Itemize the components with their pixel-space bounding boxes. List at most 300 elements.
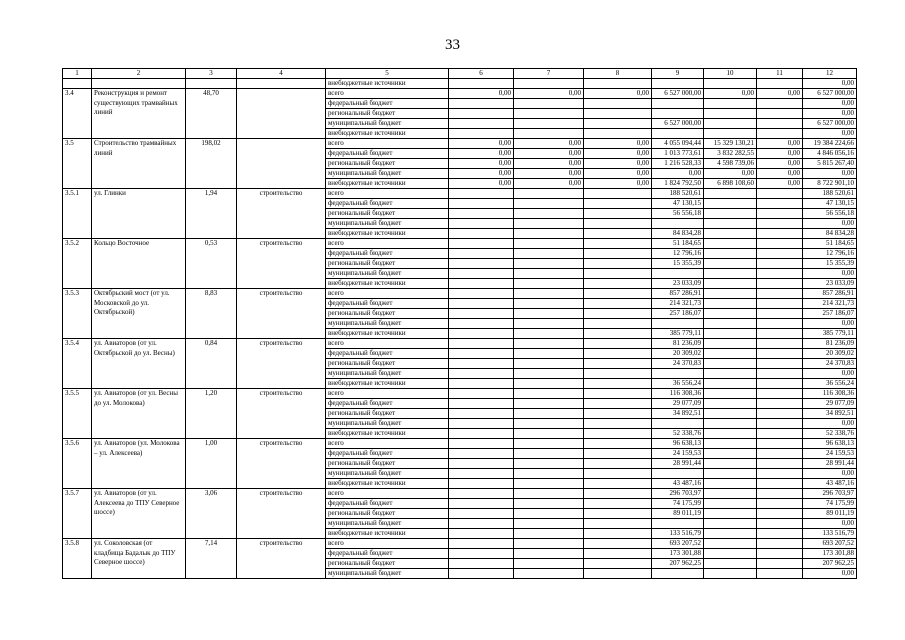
total-cell: 47 130,15 [803, 199, 857, 209]
value-c10 [704, 319, 757, 329]
value-c10 [704, 429, 757, 439]
funding-source: региональный бюджет [326, 209, 449, 219]
value-c7 [514, 389, 584, 399]
value-c7 [514, 469, 584, 479]
value-c8 [584, 289, 652, 299]
value-c6 [449, 239, 514, 249]
value-c7: 0,00 [514, 139, 584, 149]
value-c10 [704, 449, 757, 459]
column-header-2: 2 [92, 69, 186, 79]
value-c10 [704, 109, 757, 119]
value-c8 [584, 529, 652, 539]
funding-source: муниципальный бюджет [326, 269, 449, 279]
value-c9: 29 077,09 [652, 399, 704, 409]
funding-source: федеральный бюджет [326, 549, 449, 559]
value-c8 [584, 209, 652, 219]
value-c9: 43 487,16 [652, 479, 704, 489]
value-c6 [449, 299, 514, 309]
value-c11: 0,00 [757, 169, 803, 179]
column-header-6: 6 [449, 69, 514, 79]
total-cell: 0,00 [803, 269, 857, 279]
value-c9 [652, 99, 704, 109]
value-c8 [584, 299, 652, 309]
value-c10 [704, 249, 757, 259]
value-c7: 0,00 [514, 149, 584, 159]
value-c6 [449, 269, 514, 279]
value-c7 [514, 119, 584, 129]
value-c7 [514, 109, 584, 119]
value-c10: 4 598 739,06 [704, 159, 757, 169]
value-c11 [757, 459, 803, 469]
value-c10 [704, 549, 757, 559]
total-cell: 23 033,09 [803, 279, 857, 289]
column-header-4: 4 [237, 69, 326, 79]
value-c8 [584, 489, 652, 499]
value-c6 [449, 419, 514, 429]
value-c10 [704, 569, 757, 579]
value-c6 [449, 209, 514, 219]
value-c11 [757, 109, 803, 119]
value-c8: 0,00 [584, 139, 652, 149]
value-c10 [704, 229, 757, 239]
value-c9 [652, 109, 704, 119]
value-c6 [449, 459, 514, 469]
funding-source: региональный бюджет [326, 159, 449, 169]
value-c6 [449, 369, 514, 379]
total-cell: 19 384 224,66 [803, 139, 857, 149]
value-c11 [757, 309, 803, 319]
value-c11 [757, 99, 803, 109]
item-name: ул. Соколовская (от кладбища Бадалык до ТПУ Северное шоссе) [92, 539, 186, 579]
value-c9 [652, 219, 704, 229]
value-c7 [514, 549, 584, 559]
value-c10: 3 832 282,55 [704, 149, 757, 159]
table-row [63, 89, 857, 99]
funding-source: всего [326, 339, 449, 349]
value-c10 [704, 329, 757, 339]
value-c11 [757, 319, 803, 329]
value-c8 [584, 499, 652, 509]
table-row [63, 339, 857, 349]
value-c11 [757, 409, 803, 419]
value-c6: 0,00 [449, 89, 514, 99]
total-cell: 24 159,53 [803, 449, 857, 459]
item-number: 3.5.1 [63, 189, 92, 239]
item-length: 0,84 [186, 339, 237, 389]
funding-source: федеральный бюджет [326, 349, 449, 359]
value-c9: 12 796,16 [652, 249, 704, 259]
total-cell: 296 703,97 [803, 489, 857, 499]
value-c8 [584, 269, 652, 279]
value-c10 [704, 259, 757, 269]
funding-source: федеральный бюджет [326, 249, 449, 259]
total-cell: 257 186,07 [803, 309, 857, 319]
item-length: 48,70 [186, 89, 237, 139]
total-cell: 6 527 000,00 [803, 89, 857, 99]
value-c6 [449, 359, 514, 369]
funding-source: внебюджетные источники [326, 129, 449, 139]
value-c7 [514, 349, 584, 359]
value-c9: 52 338,76 [652, 429, 704, 439]
value-c6 [449, 119, 514, 129]
value-c9 [652, 519, 704, 529]
value-c11 [757, 249, 803, 259]
value-c6 [449, 559, 514, 569]
value-c10 [704, 239, 757, 249]
column-header-3: 3 [186, 69, 237, 79]
value-c8 [584, 559, 652, 569]
funding-source: внебюджетные источники [326, 229, 449, 239]
total-cell: 133 516,79 [803, 529, 857, 539]
value-c6 [449, 99, 514, 109]
value-c11 [757, 239, 803, 249]
table-row [63, 289, 857, 299]
item-length: 1,00 [186, 439, 237, 489]
value-c10 [704, 339, 757, 349]
item-length: 1,94 [186, 189, 237, 239]
total-cell: 0,00 [803, 219, 857, 229]
total-cell: 116 308,36 [803, 389, 857, 399]
table-row [63, 139, 857, 149]
value-c7 [514, 499, 584, 509]
value-c8 [584, 309, 652, 319]
value-c8 [584, 219, 652, 229]
value-c10: 0,00 [704, 169, 757, 179]
item-number: 3.5.6 [63, 439, 92, 489]
value-c7 [514, 569, 584, 579]
total-cell: 89 011,19 [803, 509, 857, 519]
value-c7 [514, 299, 584, 309]
value-c9: 6 527 000,00 [652, 119, 704, 129]
item-name: Кольцо Восточное [92, 239, 186, 289]
value-c6 [449, 399, 514, 409]
value-c10 [704, 279, 757, 289]
total-cell: 0,00 [803, 109, 857, 119]
value-c8 [584, 399, 652, 409]
value-c10 [704, 309, 757, 319]
value-c10 [704, 209, 757, 219]
value-c9: 56 556,18 [652, 209, 704, 219]
funding-source: региональный бюджет [326, 359, 449, 369]
value-c11 [757, 199, 803, 209]
value-c9: 1 013 773,61 [652, 149, 704, 159]
value-c11 [757, 209, 803, 219]
value-c11 [757, 449, 803, 459]
value-c9: 296 703,97 [652, 489, 704, 499]
funding-source: муниципальный бюджет [326, 219, 449, 229]
value-c9: 133 516,79 [652, 529, 704, 539]
value-c9: 1 216 528,33 [652, 159, 704, 169]
funding-source: региональный бюджет [326, 109, 449, 119]
value-c8 [584, 439, 652, 449]
value-c10 [704, 129, 757, 139]
value-c6 [449, 329, 514, 339]
funding-source: федеральный бюджет [326, 99, 449, 109]
value-c8 [584, 109, 652, 119]
funding-source: внебюджетные источники [326, 429, 449, 439]
item-length: 3,06 [186, 489, 237, 539]
value-c9 [652, 569, 704, 579]
item-number: 3.5.8 [63, 539, 92, 579]
item-number: 3.4 [63, 89, 92, 139]
total-cell: 0,00 [803, 569, 857, 579]
value-c7 [514, 319, 584, 329]
value-c8: 0,00 [584, 89, 652, 99]
value-cell [652, 79, 704, 89]
value-c11 [757, 429, 803, 439]
total-cell: 6 527 000,00 [803, 119, 857, 129]
funding-source: муниципальный бюджет [326, 119, 449, 129]
value-c10 [704, 459, 757, 469]
value-c8 [584, 249, 652, 259]
value-c10 [704, 479, 757, 489]
value-c9: 28 991,44 [652, 459, 704, 469]
value-c10 [704, 529, 757, 539]
table-row [63, 79, 857, 89]
funding-source: муниципальный бюджет [326, 169, 449, 179]
funding-source: всего [326, 489, 449, 499]
table-row [63, 489, 857, 499]
value-c10 [704, 509, 757, 519]
value-c7 [514, 219, 584, 229]
value-c9 [652, 369, 704, 379]
total-cell: 96 638,13 [803, 439, 857, 449]
value-c6 [449, 319, 514, 329]
value-c8 [584, 189, 652, 199]
value-c11 [757, 389, 803, 399]
total-cell: 15 355,39 [803, 259, 857, 269]
value-c7 [514, 329, 584, 339]
column-header-10: 10 [704, 69, 757, 79]
value-c6 [449, 539, 514, 549]
value-c7 [514, 399, 584, 409]
value-c11 [757, 279, 803, 289]
value-c8 [584, 199, 652, 209]
column-header-12: 12 [803, 69, 857, 79]
value-c7 [514, 419, 584, 429]
value-c7 [514, 99, 584, 109]
value-c7 [514, 199, 584, 209]
value-c8 [584, 239, 652, 249]
value-c9: 47 130,15 [652, 199, 704, 209]
value-c8 [584, 569, 652, 579]
funding-source: федеральный бюджет [326, 299, 449, 309]
funding-source: федеральный бюджет [326, 499, 449, 509]
funding-source: муниципальный бюджет [326, 419, 449, 429]
item-name: ул. Авиаторов (от ул. Октябрьской до ул. Весны) [92, 339, 186, 389]
item-work-type: строительство [237, 189, 326, 239]
table-row [63, 389, 857, 399]
value-c11 [757, 189, 803, 199]
value-c7 [514, 519, 584, 529]
value-c10 [704, 199, 757, 209]
total-cell: 0,00 [803, 369, 857, 379]
funding-source: всего [326, 139, 449, 149]
funding-source: всего [326, 239, 449, 249]
value-c7: 0,00 [514, 179, 584, 189]
column-header-1: 1 [63, 69, 92, 79]
value-c8: 0,00 [584, 149, 652, 159]
funding-source: всего [326, 439, 449, 449]
value-c9: 84 834,28 [652, 229, 704, 239]
value-c11 [757, 549, 803, 559]
value-c10 [704, 99, 757, 109]
item-length: 8,83 [186, 289, 237, 339]
value-c8 [584, 479, 652, 489]
value-c7: 0,00 [514, 169, 584, 179]
funding-source: всего [326, 189, 449, 199]
total-cell: 20 309,02 [803, 349, 857, 359]
value-c11 [757, 269, 803, 279]
value-c10 [704, 419, 757, 429]
value-c11 [757, 479, 803, 489]
value-cell [514, 79, 584, 89]
table-row [63, 189, 857, 199]
value-c7 [514, 189, 584, 199]
value-cell [704, 79, 757, 89]
value-c9: 89 011,19 [652, 509, 704, 519]
value-c10 [704, 189, 757, 199]
total-cell: 0,00 [803, 129, 857, 139]
value-c9: 257 186,07 [652, 309, 704, 319]
value-c6 [449, 129, 514, 139]
value-c11 [757, 419, 803, 429]
value-c9 [652, 469, 704, 479]
value-c7 [514, 489, 584, 499]
value-c10 [704, 559, 757, 569]
total-cell: 214 321,73 [803, 299, 857, 309]
column-header-9: 9 [652, 69, 704, 79]
funding-source: внебюджетные источники [326, 279, 449, 289]
funding-source: федеральный бюджет [326, 449, 449, 459]
value-c7 [514, 359, 584, 369]
value-c8 [584, 359, 652, 369]
value-c8: 0,00 [584, 179, 652, 189]
value-c11 [757, 499, 803, 509]
funding-source: федеральный бюджет [326, 199, 449, 209]
column-header-7: 7 [514, 69, 584, 79]
total-cell: 24 370,83 [803, 359, 857, 369]
value-c7 [514, 259, 584, 269]
value-c8 [584, 229, 652, 239]
value-c7 [514, 409, 584, 419]
value-c10 [704, 489, 757, 499]
value-c8 [584, 509, 652, 519]
total-cell: 5 815 267,40 [803, 159, 857, 169]
value-c10 [704, 539, 757, 549]
funding-source: внебюджетные источники [326, 329, 449, 339]
value-c7 [514, 269, 584, 279]
table-row [63, 439, 857, 449]
value-c7 [514, 339, 584, 349]
value-c7 [514, 369, 584, 379]
value-c10 [704, 399, 757, 409]
value-c11 [757, 569, 803, 579]
value-c6: 0,00 [449, 179, 514, 189]
value-c9: 214 321,73 [652, 299, 704, 309]
funding-source: федеральный бюджет [326, 149, 449, 159]
value-c7 [514, 509, 584, 519]
funding-source: региональный бюджет [326, 409, 449, 419]
value-c10 [704, 369, 757, 379]
value-c10 [704, 439, 757, 449]
value-c11 [757, 219, 803, 229]
funding-source: всего [326, 389, 449, 399]
value-c7 [514, 209, 584, 219]
value-cell [449, 79, 514, 89]
value-c11: 0,00 [757, 149, 803, 159]
value-c8 [584, 119, 652, 129]
total-cell: 84 834,28 [803, 229, 857, 239]
total-cell: 81 236,09 [803, 339, 857, 349]
value-c10 [704, 499, 757, 509]
total-cell: 34 892,51 [803, 409, 857, 419]
value-c8: 0,00 [584, 169, 652, 179]
value-c10 [704, 119, 757, 129]
item-work-type: строительство [237, 489, 326, 539]
value-c9: 6 527 000,00 [652, 89, 704, 99]
total-cell: 51 184,65 [803, 239, 857, 249]
value-c11: 0,00 [757, 89, 803, 99]
empty-cell [92, 79, 186, 89]
funding-source: внебюджетные источники [326, 479, 449, 489]
value-c7 [514, 439, 584, 449]
value-c8 [584, 279, 652, 289]
value-c8 [584, 129, 652, 139]
total-cell: 0,00 [803, 319, 857, 329]
value-c8 [584, 549, 652, 559]
value-c8 [584, 389, 652, 399]
item-length: 0,53 [186, 239, 237, 289]
value-c11 [757, 129, 803, 139]
value-c10 [704, 289, 757, 299]
value-c11 [757, 229, 803, 239]
funding-source: внебюджетные источники [326, 179, 449, 189]
value-c6 [449, 489, 514, 499]
funding-source: всего [326, 89, 449, 99]
value-c7 [514, 249, 584, 259]
value-c9: 207 962,25 [652, 559, 704, 569]
funding-source: региональный бюджет [326, 509, 449, 519]
total-cell: 28 991,44 [803, 459, 857, 469]
page-number: 33 [445, 37, 460, 53]
value-c7: 0,00 [514, 89, 584, 99]
funding-source: внебюджетные источники [326, 379, 449, 389]
value-c8 [584, 99, 652, 109]
value-c8 [584, 369, 652, 379]
funding-source: федеральный бюджет [326, 399, 449, 409]
column-header-8: 8 [584, 69, 652, 79]
value-c9: 4 055 094,44 [652, 139, 704, 149]
item-work-type [237, 89, 326, 139]
item-name: Октябрьский мост (от ул. Московской до ул. Октябрьской) [92, 289, 186, 339]
value-c8 [584, 379, 652, 389]
value-c10 [704, 379, 757, 389]
value-cell [757, 79, 803, 89]
item-work-type: строительство [237, 339, 326, 389]
value-c6 [449, 529, 514, 539]
header-row [63, 69, 857, 79]
column-header-11: 11 [757, 69, 803, 79]
value-c7 [514, 429, 584, 439]
value-c11 [757, 469, 803, 479]
funding-source: региональный бюджет [326, 459, 449, 469]
value-c9: 385 779,11 [652, 329, 704, 339]
value-c10 [704, 359, 757, 369]
value-c10 [704, 409, 757, 419]
empty-cell [186, 79, 237, 89]
funding-source: муниципальный бюджет [326, 369, 449, 379]
